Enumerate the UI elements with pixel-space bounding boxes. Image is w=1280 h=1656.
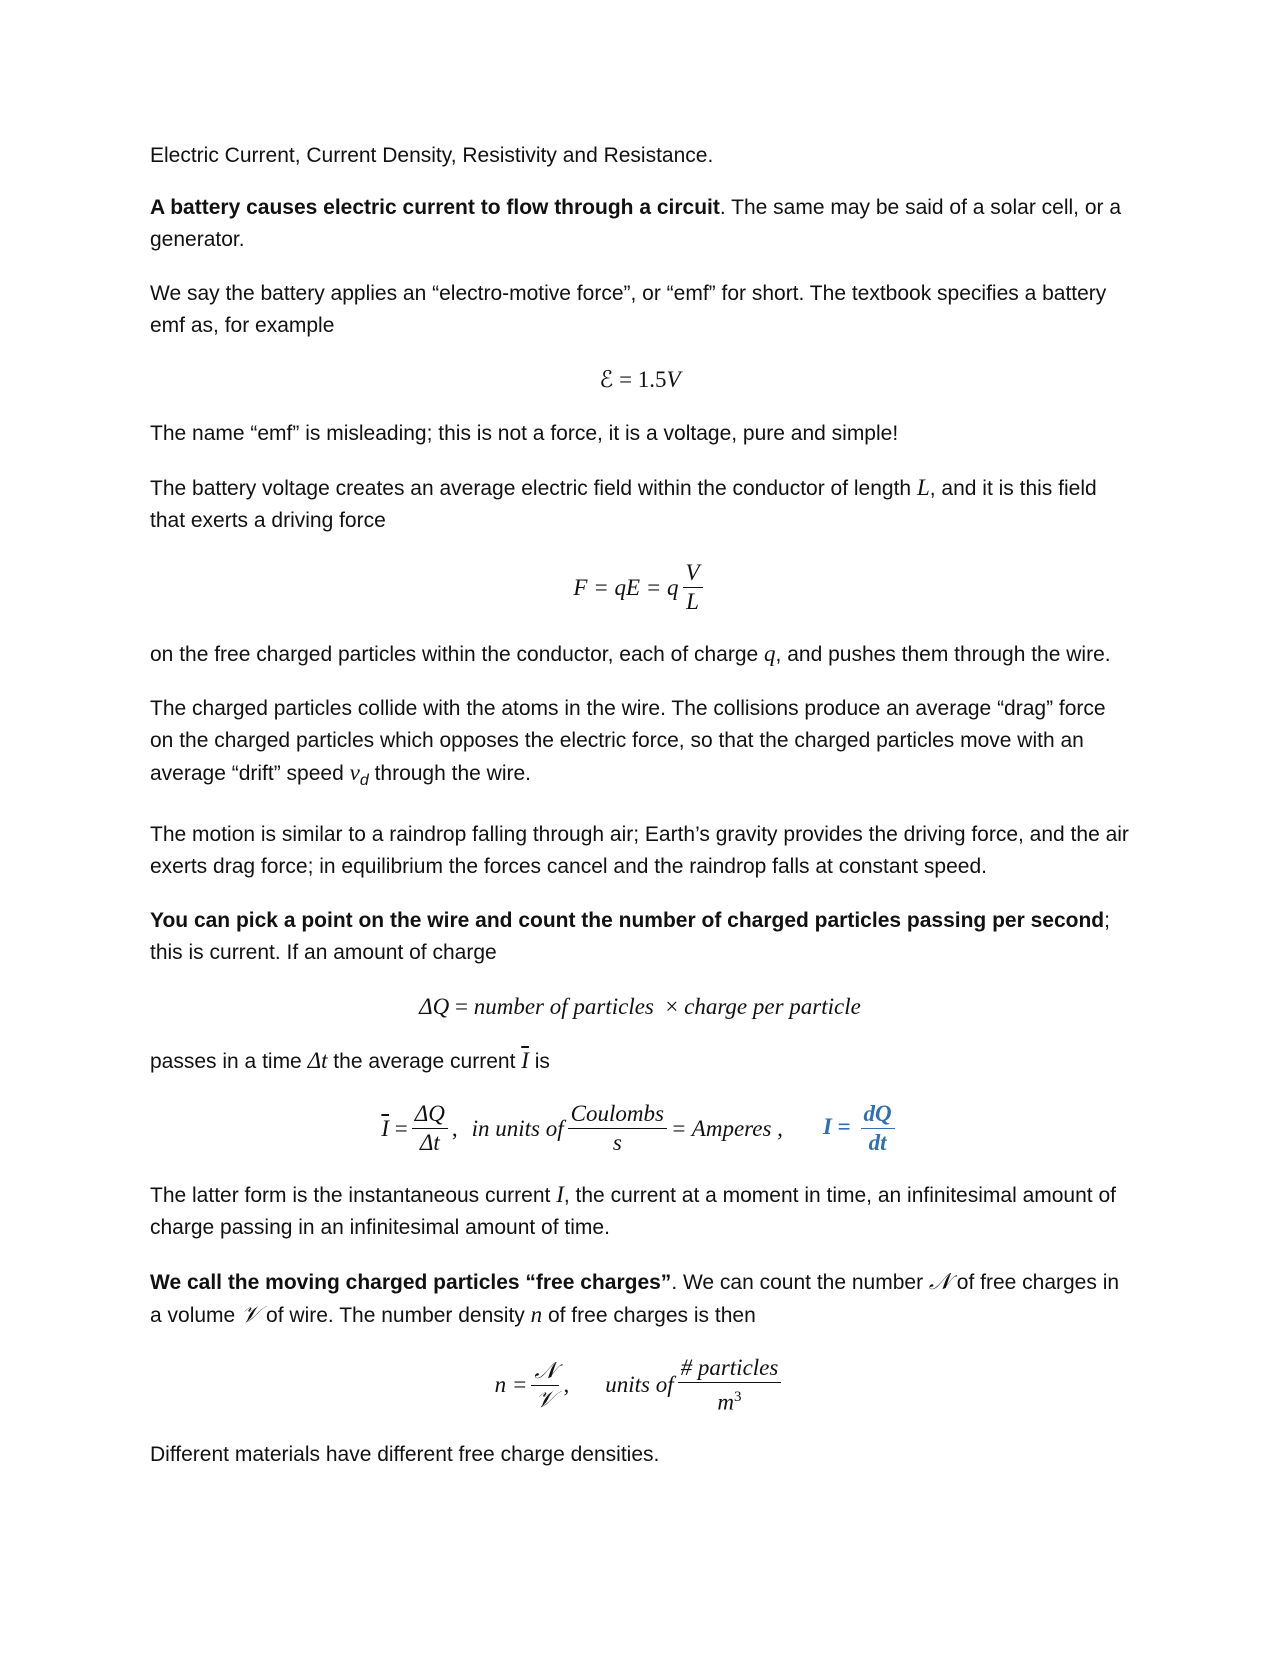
bold-phrase: A battery causes electric current to flow through a circuit — [150, 196, 720, 219]
paragraph-free-charges: on the free charged particles within the conductor, each of charge q, and pushes them through the wire. — [150, 641, 1111, 666]
document-title: Electric Current, Current Density, Resistivity and Resistance. — [150, 144, 714, 167]
equation-current: $\overline{I}$ = $\frac{\Delta Q}{\Delta t}$ , in units of $\frac{\text{Coulombs}}{s}$ = Amperes , I = $\frac{dQ}{dt}$ — [150, 1100, 1130, 1157]
paragraph-emf: We say the battery applies an “electro-motive force”, or “emf” for short. The textbook specifies a battery emf as, for example — [150, 282, 1107, 337]
equation-density: n = $\frac{\text{𝒩}}{\text{𝒱}}$ , units of $\frac{\text{\# particles}}{m^3}$ — [150, 1354, 1130, 1417]
equation-charge: ΔQ = number of particles × charge per particle — [419, 994, 861, 1019]
instantaneous-current-formula: I = $\frac{dQ}{dt}$ — [823, 1100, 899, 1157]
equation-force: F = qE = q $\frac{V}{L}$ — [150, 559, 1130, 616]
paragraph-drift: The charged particles collide with the atoms in the wire. The collisions produce an average “drag” force on the charged particles which opposes the electric force, so that the charged particles move with an average “drift” speed $v_d$ through the wire. — [150, 697, 1106, 789]
paragraph-battery: A battery causes electric current to flow through a circuit. The same may be said of a solar cell, or a generator. — [150, 196, 1122, 251]
paragraph-field: The battery voltage creates an average electric field within the conductor of length L, and it is this field that exerts a driving force — [150, 475, 1097, 532]
paragraph-number-density: We call the moving charged particles “free charges”. We can count the number 𝒩 of free charges in a volume 𝒱 of wire. The number density n of free charges is then — [150, 1269, 1120, 1327]
paragraph-materials: Different materials have different free charge densities. — [150, 1442, 660, 1466]
equation-emf: ℰ = 1.5 V — [599, 367, 681, 392]
paragraph-current: You can pick a point on the wire and count the number of charged particles passing per second; this is current. If an amount of charge — [150, 909, 1110, 964]
paragraph-emf-misleading: The name “emf” is misleading; this is not a force, it is a voltage, pure and simple! — [150, 422, 899, 445]
document-page — [150, 140, 1130, 1493]
paragraph-instantaneous: The latter form is the instantaneous current I, the current at a moment in time, an infinitesimal amount of charge passing in an infinitesimal amount of time. — [150, 1182, 1116, 1239]
paragraph-average-current: passes in a time Δt the average current $\overline{I}$ is — [150, 1048, 550, 1073]
paragraph-raindrop: The motion is similar to a raindrop falling through air; Earth’s gravity provides the driving force, and the air exerts drag force; in equilibrium the forces cancel and the raindrop falls at constant speed. — [150, 823, 1129, 878]
